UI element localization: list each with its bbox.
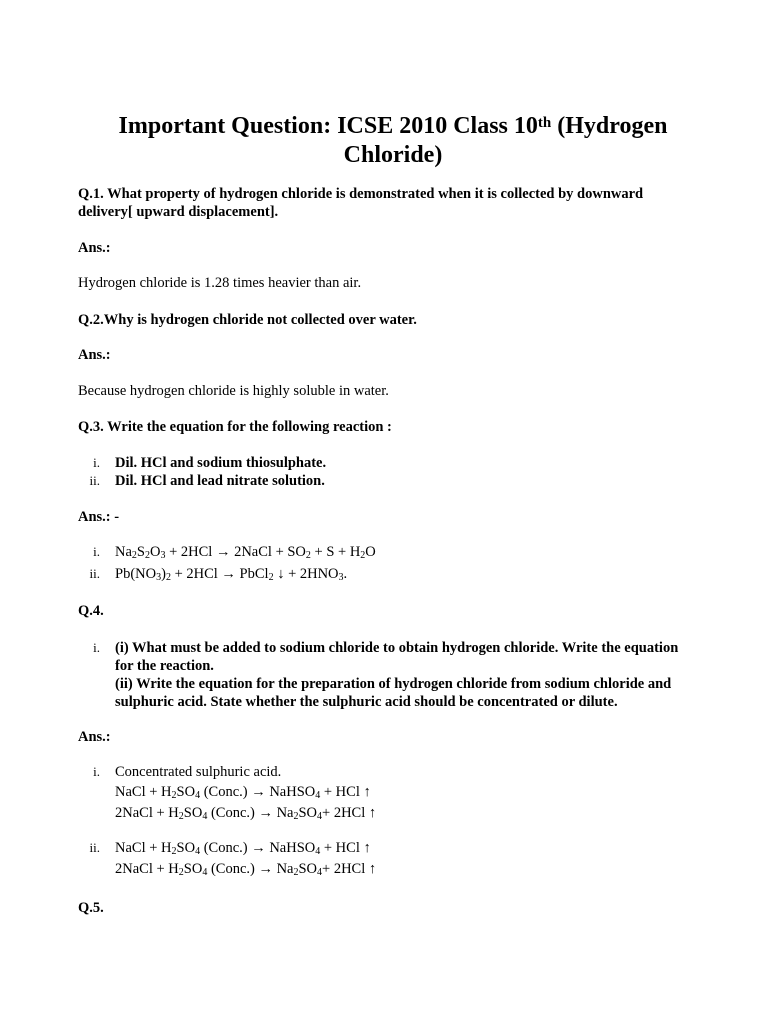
list-number: i. xyxy=(93,764,100,779)
title-prefix: Important Question: ICSE 2010 Class 10 xyxy=(118,113,538,139)
q4-question-text xyxy=(115,639,698,711)
equation: NaCl + $H_2SO_4$ (Conc.) → NaHSO$_4$ + HCl ↑ xyxy=(115,840,371,857)
equation: NaCl + $H_2SO_4$ (Conc.) → NaHSO$_4$ + HCl ↑ xyxy=(115,784,371,801)
equation: 2NaCl + $H_2SO_4$ (Conc.) → $Na_2SO_4+ 2HCl$ ↑ xyxy=(115,805,377,822)
question-4-label: Q.4. xyxy=(78,603,104,619)
answer-lines xyxy=(115,763,698,822)
equation: 2NaCl + $H_2SO_4$ (Conc.) → $Na_2SO_4+ 2HCl$ ↑ xyxy=(115,861,377,878)
list-number: ii. xyxy=(89,840,100,855)
equation: $Na_2S_2O_3 + 2HCl$ → 2NaCl + $SO_2 + S + H_2O$ xyxy=(115,544,376,561)
title-suffix: (Hydrogen Chloride) xyxy=(343,113,668,168)
answer-label-2: Ans.: xyxy=(78,347,111,363)
page-title xyxy=(78,112,708,170)
answer-lines xyxy=(115,839,698,878)
answer-label-1: Ans.: xyxy=(78,240,111,256)
answer-2: Because hydrogen chloride is highly soluble in water. xyxy=(78,383,389,399)
question-5-label: Q.5. xyxy=(78,900,104,916)
question-2: Q.2.Why is hydrogen chloride not collected over water. xyxy=(78,312,417,328)
q4-part-b: (ii) Write the equation for the preparation of hydrogen chloride from sodium chloride and sulphuric acid. State whether the sulphuric acid should be concentrated or dilute. xyxy=(115,676,672,710)
answer-label-3: Ans.: - xyxy=(78,509,120,525)
list-number: ii. xyxy=(89,473,100,488)
list-item-text: Dil. HCl and sodium thiosulphate. xyxy=(115,455,327,471)
equation: $Pb(NO_3)_2 + 2HCl$ → PbCl$_2$ ↓ + $2HNO_3$. xyxy=(115,566,348,583)
list-item-text: Dil. HCl and lead nitrate solution. xyxy=(115,473,325,489)
list-number: i. xyxy=(93,455,100,470)
title-superscript: th xyxy=(537,115,552,131)
list-number: ii. xyxy=(89,566,100,581)
question-3: Q.3. Write the equation for the following reaction : xyxy=(78,419,392,435)
q4-part-a: (i) What must be added to sodium chloride to obtain hydrogen chloride. Write the equation for the reaction. xyxy=(115,640,679,674)
answer-label-4: Ans.: xyxy=(78,729,111,745)
answer-1: Hydrogen chloride is 1.28 times heavier than air. xyxy=(78,275,362,291)
list-number: i. xyxy=(93,640,100,655)
question-1: Q.1. What property of hydrogen chloride is demonstrated when it is collected by downward delivery[ upward displacement]. xyxy=(78,186,644,220)
list-number: i. xyxy=(93,544,100,559)
answer-line: Concentrated sulphuric acid. xyxy=(115,764,282,780)
